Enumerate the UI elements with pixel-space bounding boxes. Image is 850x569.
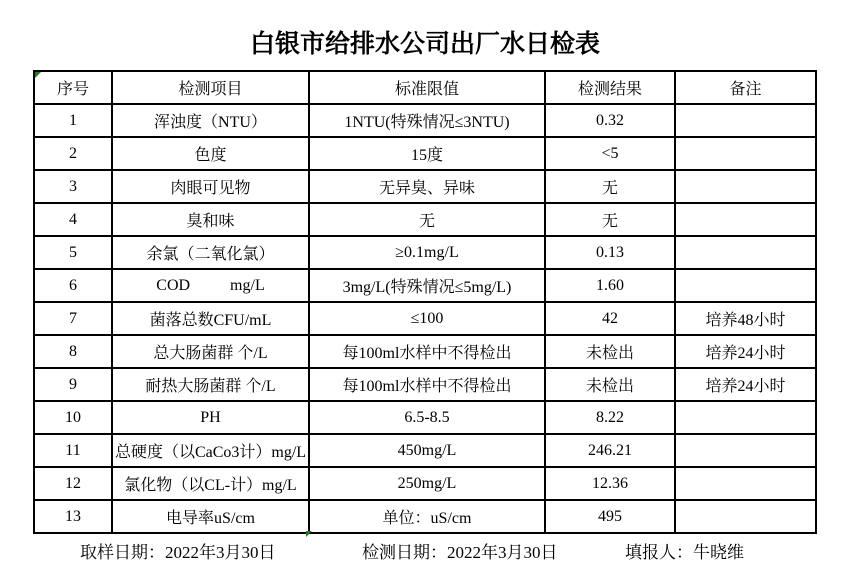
column-header: 序号 xyxy=(34,71,112,104)
table-row xyxy=(34,170,816,203)
test-date: 检测日期：2022年3月30日 xyxy=(362,543,558,562)
cell-no: 8 xyxy=(34,335,112,368)
cell-remark xyxy=(675,137,816,170)
cell-result: 未检出 xyxy=(545,335,675,368)
table-row xyxy=(34,269,816,302)
cell-result: 0.32 xyxy=(545,104,675,137)
cell-no: 7 xyxy=(34,302,112,335)
table-row xyxy=(34,401,816,434)
cell-limit: 每100ml水样中不得检出 xyxy=(309,335,545,368)
fill-handle-icon xyxy=(306,531,312,537)
cell-remark: 培养48小时 xyxy=(675,302,816,335)
table-row xyxy=(34,434,816,467)
cell-remark xyxy=(675,434,816,467)
cell-item: 总硬度（以CaCo3计）mg/L xyxy=(112,434,309,467)
cell-no: 5 xyxy=(34,236,112,269)
cell-limit: ≥0.1mg/L xyxy=(309,236,545,269)
table-row xyxy=(34,368,816,401)
cell-remark xyxy=(675,104,816,137)
table-body xyxy=(34,104,816,533)
column-header: 检测结果 xyxy=(545,71,675,104)
cell-result: 495 xyxy=(545,500,675,533)
column-header: 检测项目 xyxy=(112,71,309,104)
cell-no: 9 xyxy=(34,368,112,401)
cell-limit: 15度 xyxy=(309,137,545,170)
cell-limit: ≤100 xyxy=(309,302,545,335)
cell-item: 余氯（二氧化氯） xyxy=(112,236,309,269)
cell-item: 电导率uS/cm xyxy=(112,500,309,533)
header-row xyxy=(34,71,816,104)
cell-result: 未检出 xyxy=(545,368,675,401)
cell-limit: 每100ml水样中不得检出 xyxy=(309,368,545,401)
cell-result: 无 xyxy=(545,170,675,203)
cell-item: 色度 xyxy=(112,137,309,170)
cell-no: 6 xyxy=(34,269,112,302)
cell-limit: 1NTU(特殊情况≤3NTU) xyxy=(309,104,545,137)
cell-limit: 单位：uS/cm xyxy=(309,500,545,533)
cell-remark xyxy=(675,269,816,302)
cell-limit: 6.5-8.5 xyxy=(309,401,545,434)
cell-remark xyxy=(675,500,816,533)
inspection-table xyxy=(33,70,817,534)
cell-result: 246.21 xyxy=(545,434,675,467)
cell-result: 8.22 xyxy=(545,401,675,434)
cell-item: 肉眼可见物 xyxy=(112,170,309,203)
cell-item: 浑浊度（NTU） xyxy=(112,104,309,137)
cell-remark xyxy=(675,170,816,203)
cell-limit: 250mg/L xyxy=(309,467,545,500)
cell-no: 4 xyxy=(34,203,112,236)
cell-remark xyxy=(675,236,816,269)
cell-remark xyxy=(675,467,816,500)
sampling-date: 取样日期：2022年3月30日 xyxy=(80,543,276,562)
table-row xyxy=(34,104,816,137)
column-header: 标准限值 xyxy=(309,71,545,104)
cell-no: 11 xyxy=(34,434,112,467)
table-row xyxy=(34,203,816,236)
cell-no: 2 xyxy=(34,137,112,170)
table-row xyxy=(34,335,816,368)
cell-item: COD mg/L xyxy=(112,269,309,302)
cell-item: 臭和味 xyxy=(112,203,309,236)
cell-result: 12.36 xyxy=(545,467,675,500)
table-row xyxy=(34,500,816,533)
cell-result: 0.13 xyxy=(545,236,675,269)
cell-limit: 450mg/L xyxy=(309,434,545,467)
cell-result: <5 xyxy=(545,137,675,170)
cell-result: 1.60 xyxy=(545,269,675,302)
cell-remark xyxy=(675,203,816,236)
cell-result: 42 xyxy=(545,302,675,335)
cell-item: PH xyxy=(112,401,309,434)
column-header: 备注 xyxy=(675,71,816,104)
cell-item: 氯化物（以CL-计）mg/L xyxy=(112,467,309,500)
cell-item: 菌落总数CFU/mL xyxy=(112,302,309,335)
cell-result: 无 xyxy=(545,203,675,236)
table-row xyxy=(34,236,816,269)
cell-item: 总大肠菌群 个/L xyxy=(112,335,309,368)
cell-no: 1 xyxy=(34,104,112,137)
page-title: 白银市给排水公司出厂水日检表 xyxy=(249,31,600,58)
cell-item: 耐热大肠菌群 个/L xyxy=(112,368,309,401)
cell-remark: 培养24小时 xyxy=(675,335,816,368)
cell-remark xyxy=(675,401,816,434)
table-row xyxy=(34,137,816,170)
cell-no: 12 xyxy=(34,467,112,500)
cell-limit: 无 xyxy=(309,203,545,236)
cell-no: 10 xyxy=(34,401,112,434)
reporter: 填报人：牛晓维 xyxy=(625,543,744,562)
cell-no: 13 xyxy=(34,500,112,533)
cell-limit: 无异臭、异味 xyxy=(309,170,545,203)
cell-no: 3 xyxy=(34,170,112,203)
table-row xyxy=(34,467,816,500)
cell-remark: 培养24小时 xyxy=(675,368,816,401)
table-row xyxy=(34,302,816,335)
cell-limit: 3mg/L(特殊情况≤5mg/L) xyxy=(309,269,545,302)
